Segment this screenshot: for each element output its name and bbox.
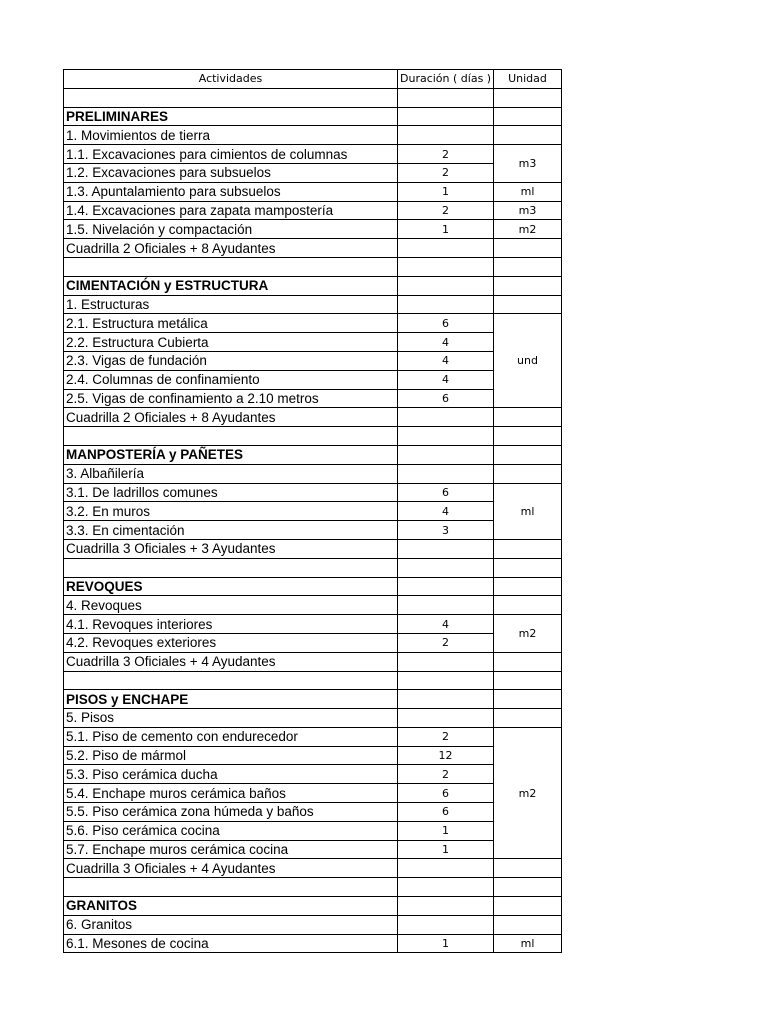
table-row [64,408,562,427]
activity-cell: 3.3. En cimentación [64,521,398,540]
section-title: PISOS y ENCHAPE [64,690,398,709]
duration-cell: 2 [398,163,494,182]
duration-cell [398,107,494,126]
table-row [64,502,562,521]
activity-cell: 2.3. Vigas de fundación [64,351,398,370]
unit-cell [494,445,562,464]
activity-cell [64,558,398,577]
activity-cell: 1.4. Excavaciones para zapata mampostería [64,201,398,220]
header-activities: Actividades [64,70,398,89]
duration-cell: 4 [398,615,494,634]
section-row [64,897,562,916]
activity-cell: 3.2. En muros [64,502,398,521]
header-unit: Unidad [494,70,562,89]
table-row [64,821,562,840]
duration-cell [398,652,494,671]
unit-cell [494,671,562,690]
blank-row [64,88,562,107]
blank-row [64,878,562,897]
duration-cell [398,558,494,577]
activity-cell: 4. Revoques [64,596,398,615]
table-row [64,389,562,408]
duration-cell [398,859,494,878]
table-row [64,915,562,934]
activity-cell: Cuadrilla 2 Oficiales + 8 Ayudantes [64,239,398,258]
section-title: PRELIMINARES [64,107,398,126]
duration-cell: 6 [398,483,494,502]
table-row [64,220,562,239]
table-row [64,803,562,822]
duration-cell: 6 [398,784,494,803]
duration-cell: 4 [398,351,494,370]
unit-cell: m3 [494,145,562,183]
activity-cell: 2.2. Estructura Cubierta [64,333,398,352]
table-row [64,126,562,145]
duration-cell: 1 [398,182,494,201]
activity-cell: 5.4. Enchape muros cerámica baños [64,784,398,803]
duration-cell: 1 [398,821,494,840]
unit-cell [494,577,562,596]
duration-cell: 6 [398,314,494,333]
unit-cell [494,107,562,126]
activity-cell: Cuadrilla 2 Oficiales + 8 Ayudantes [64,408,398,427]
table-row [64,521,562,540]
table-row [64,464,562,483]
duration-cell: 1 [398,934,494,953]
duration-cell [398,239,494,258]
blank-row [64,671,562,690]
unit-cell [494,126,562,145]
unit-cell [494,539,562,558]
section-title: REVOQUES [64,577,398,596]
section-row [64,276,562,295]
header-duration: Duración ( días ) [398,70,494,89]
table-row [64,746,562,765]
unit-cell [494,596,562,615]
table-row [64,163,562,182]
duration-cell: 4 [398,502,494,521]
unit-cell: m2 [494,727,562,859]
unit-cell [494,652,562,671]
activity-cell: 1.5. Nivelación y compactación [64,220,398,239]
unit-cell: ml [494,483,562,539]
unit-cell: ml [494,934,562,953]
duration-cell: 1 [398,840,494,859]
activity-cell: 5.7. Enchape muros cerámica cocina [64,840,398,859]
activity-cell [64,427,398,446]
activity-cell: 4.2. Revoques exteriores [64,633,398,652]
header-row [64,70,562,89]
table-row [64,314,562,333]
unit-cell: m3 [494,201,562,220]
section-row [64,577,562,596]
activity-cell: 3.1. De ladrillos comunes [64,483,398,502]
table-row [64,727,562,746]
table-row [64,652,562,671]
duration-cell [398,464,494,483]
unit-cell: und [494,314,562,408]
activity-cell: 3. Albañilería [64,464,398,483]
table-row [64,765,562,784]
activity-cell: 1.1. Excavaciones para cimientos de columnas [64,145,398,164]
unit-cell [494,295,562,314]
unit-cell [494,897,562,916]
activity-cell: 1.2. Excavaciones para subsuelos [64,163,398,182]
duration-cell [398,690,494,709]
duration-cell [398,671,494,690]
duration-cell: 2 [398,201,494,220]
unit-cell [494,690,562,709]
section-row [64,445,562,464]
activities-body [64,88,562,953]
activity-cell: Cuadrilla 3 Oficiales + 4 Ayudantes [64,859,398,878]
duration-cell: 3 [398,521,494,540]
table-row [64,333,562,352]
duration-cell [398,276,494,295]
unit-cell [494,915,562,934]
duration-cell [398,408,494,427]
activity-cell: 5.6. Piso cerámica cocina [64,821,398,840]
activity-cell: 6. Granitos [64,915,398,934]
unit-cell [494,464,562,483]
activity-cell: 2.4. Columnas de confinamiento [64,370,398,389]
duration-cell: 6 [398,389,494,408]
table-row [64,295,562,314]
activity-cell: 5. Pisos [64,709,398,728]
duration-cell: 12 [398,746,494,765]
section-row [64,107,562,126]
duration-cell: 1 [398,220,494,239]
blank-row [64,558,562,577]
activity-cell [64,671,398,690]
table-row [64,633,562,652]
section-title: CIMENTACIÓN y ESTRUCTURA [64,276,398,295]
blank-row [64,427,562,446]
activity-cell: 2.5. Vigas de confinamiento a 2.10 metros [64,389,398,408]
unit-cell [494,88,562,107]
activity-cell: 6.1. Mesones de cocina [64,934,398,953]
table-row [64,934,562,953]
duration-cell [398,878,494,897]
duration-cell [398,596,494,615]
unit-cell [494,878,562,897]
duration-cell [398,577,494,596]
table-row [64,145,562,164]
blank-row [64,257,562,276]
duration-cell [398,915,494,934]
activity-cell: 2.1. Estructura metálica [64,314,398,333]
table-row [64,596,562,615]
table-row [64,201,562,220]
unit-cell: m2 [494,220,562,239]
duration-cell: 2 [398,633,494,652]
activity-cell: Cuadrilla 3 Oficiales + 3 Ayudantes [64,539,398,558]
unit-cell [494,709,562,728]
unit-cell [494,558,562,577]
duration-cell [398,295,494,314]
table-row [64,182,562,201]
unit-cell [494,257,562,276]
section-title: GRANITOS [64,897,398,916]
activity-cell: 1.3. Apuntalamiento para subsuelos [64,182,398,201]
activity-cell: 4.1. Revoques interiores [64,615,398,634]
table-row [64,615,562,634]
duration-cell [398,427,494,446]
unit-cell [494,427,562,446]
duration-cell [398,897,494,916]
table-row [64,840,562,859]
unit-cell [494,859,562,878]
table-row [64,539,562,558]
activity-cell [64,257,398,276]
table-row [64,709,562,728]
duration-cell: 2 [398,145,494,164]
section-title: MANPOSTERÍA y PAÑETES [64,445,398,464]
activity-cell: 5.5. Piso cerámica zona húmeda y baños [64,803,398,822]
unit-cell [494,408,562,427]
table-row [64,351,562,370]
duration-cell: 4 [398,333,494,352]
activity-cell: Cuadrilla 3 Oficiales + 4 Ayudantes [64,652,398,671]
duration-cell [398,257,494,276]
table-row [64,784,562,803]
table-row [64,370,562,389]
activity-cell [64,878,398,897]
duration-cell: 6 [398,803,494,822]
duration-cell [398,445,494,464]
activity-cell: 5.1. Piso de cemento con endurecedor [64,727,398,746]
duration-cell [398,539,494,558]
duration-cell [398,88,494,107]
unit-cell [494,276,562,295]
activity-cell: 5.2. Piso de mármol [64,746,398,765]
table-row [64,859,562,878]
duration-cell: 2 [398,765,494,784]
unit-cell: m2 [494,615,562,653]
duration-cell: 2 [398,727,494,746]
table-row [64,483,562,502]
unit-cell [494,239,562,258]
duration-cell [398,709,494,728]
activity-cell: 1. Estructuras [64,295,398,314]
activity-cell: 5.3. Piso cerámica ducha [64,765,398,784]
activities-table [63,69,562,953]
section-row [64,690,562,709]
activity-cell: 1. Movimientos de tierra [64,126,398,145]
duration-cell: 4 [398,370,494,389]
activity-cell [64,88,398,107]
duration-cell [398,126,494,145]
table-row [64,239,562,258]
unit-cell: ml [494,182,562,201]
